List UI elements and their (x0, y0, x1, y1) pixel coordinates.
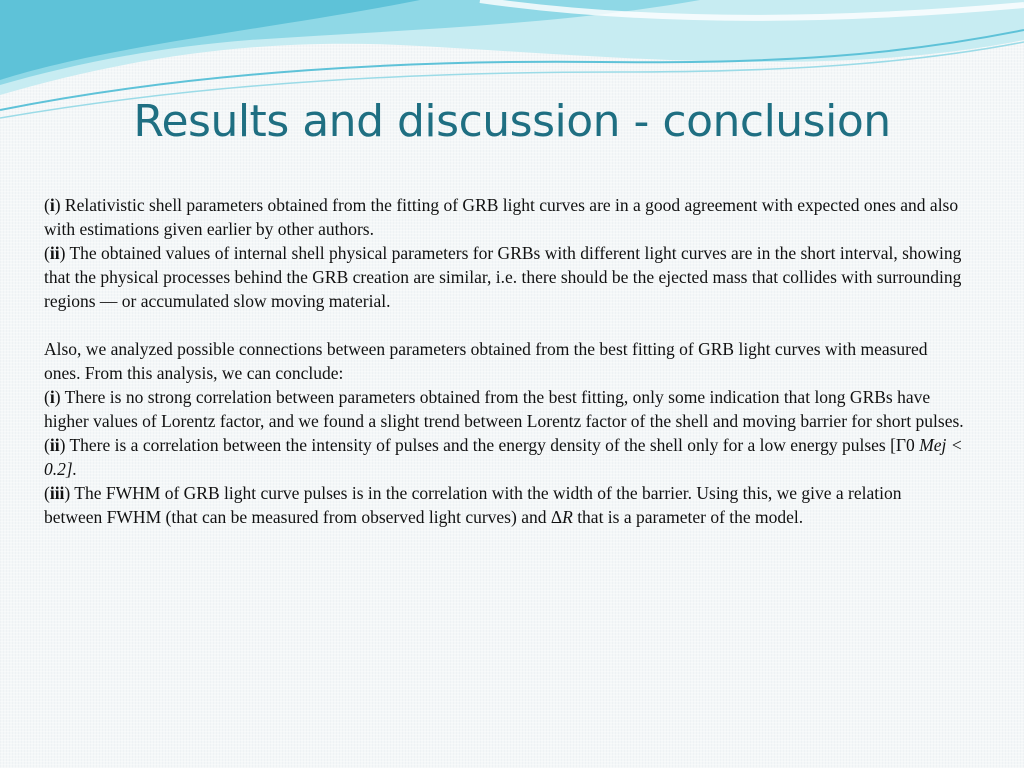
slide-body (44, 193, 964, 529)
paragraph-text: The obtained values of internal shell physical parameters for GRBs with different light curves are in the short interval, showing that the physical processes behind the GRB creation are similar, i.e. there should be the ejected mass that collides with surrounding regions — or accumulated slow moving material. (44, 243, 962, 311)
math-symbol: Mej (919, 435, 947, 455)
list-marker: ii (49, 435, 60, 455)
paragraph-text-after: that is a parameter of the model. (572, 507, 804, 527)
paragraph-text: There is a correlation between the intensity of pulses and the energy density of the shell only for a low energy pulses [Γ0 (65, 435, 920, 455)
paragraph-2: (ii) The obtained values of internal shell physical parameters for GRBs with different light curves are in the short interval, showing that the physical processes behind the GRB creation are similar, i.e. there should be the ejected mass that collides with surrounding regions — or accumulated slow moving material. (44, 243, 962, 311)
list-marker: ii (49, 243, 60, 263)
paragraph-1: (i) Relativistic shell parameters obtained from the fitting of GRB light curves are in a good agreement with expected ones and also with estimations given earlier by other authors. (44, 195, 959, 239)
paragraph-text: There is no strong correlation between parameters obtained from the best fitting, only some indication that long GRBs have higher values of Lorentz factor, and we found a slight trend between Lorentz factor of the shell and moving barrier for short pulses. (44, 387, 964, 431)
list-marker: i (49, 195, 55, 215)
list-marker: i (49, 387, 55, 407)
paragraph-text: Also, we analyzed possible connections between parameters obtained from the best fitting of GRB light curves with measured ones. From this analysis, we can conclude: (44, 339, 928, 383)
paragraph-5: (ii) There is a correlation between the intensity of pulses and the energy density of the shell only for a low energy pulses [Γ0 Mej < 0.2]. (44, 435, 963, 479)
paragraph-text-after: < 0.2]. (44, 435, 963, 479)
list-marker: iii (49, 483, 65, 503)
paragraph-4: (i) There is no strong correlation between parameters obtained from the best fitting, only some indication that long GRBs have higher values of Lorentz factor, and we found a slight trend between Lorentz factor of the shell and moving barrier for short pulses. (44, 387, 964, 431)
math-symbol: R (562, 507, 573, 527)
paragraph-3 (44, 337, 964, 385)
paragraph-text: Relativistic shell parameters obtained from the fitting of GRB light curves are in a good agreement with expected ones and also with estimations given earlier by other authors. (44, 195, 959, 239)
paragraph-6: (iii) The FWHM of GRB light curve pulses is in the correlation with the width of the barrier. Using this, we give a relation between FWHM (that can be measured from observed light curves) and ΔR that is a parameter of the model. (44, 483, 902, 527)
spacer (44, 313, 964, 337)
slide-title: Results and discussion - conclusion (133, 96, 891, 147)
paragraph-text: The FWHM of GRB light curve pulses is in the correlation with the width of the barrier. Using this, we give a relation between FWHM (that can be measured from observed light curves) and Δ (44, 483, 902, 527)
